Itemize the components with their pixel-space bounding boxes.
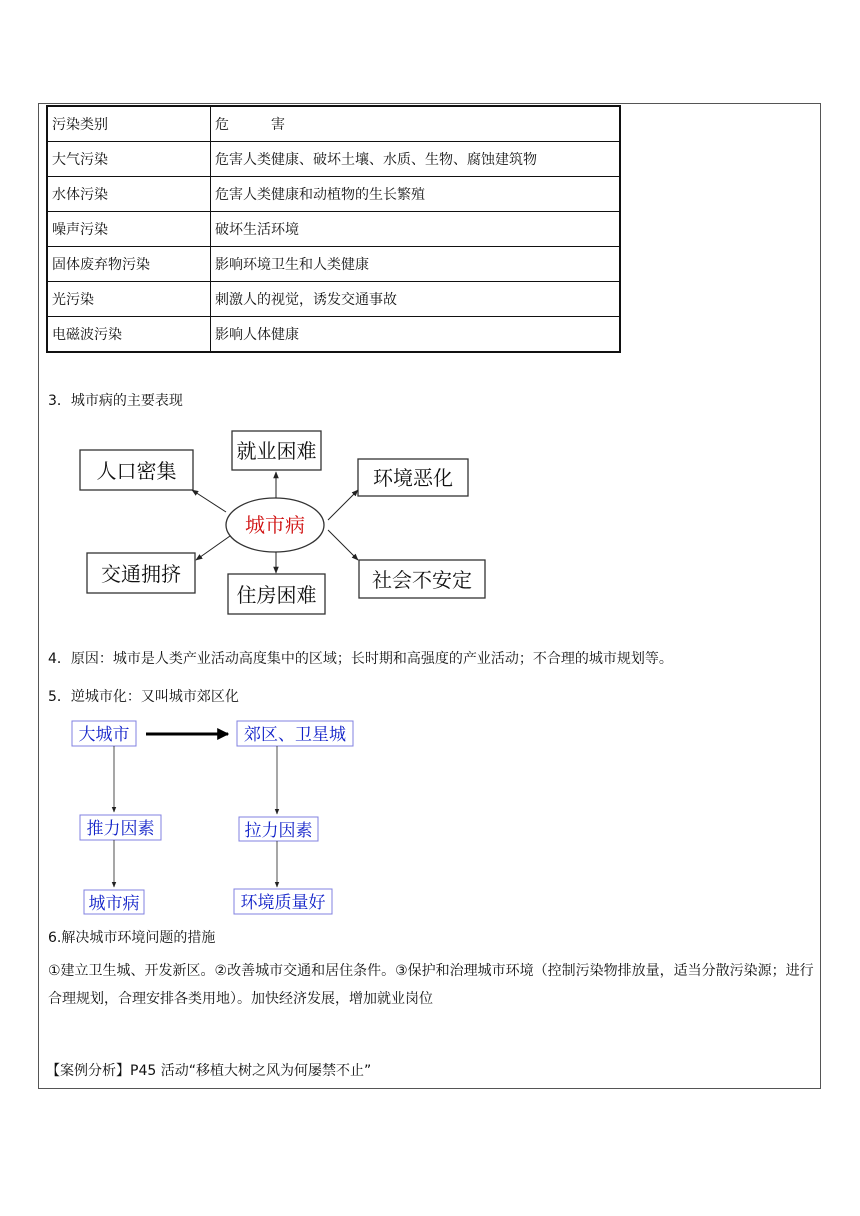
section-6-title: 6.解决城市环境问题的措施 [48,930,216,946]
case-analysis: 【案例分析】P45 活动“移植大树之风为何屡禁不止” [46,1063,372,1079]
table-cell: 破坏生活环境 [211,212,621,247]
employment-label: 就业困难 [236,439,317,463]
table-cell: 危 害 [211,106,621,142]
arrow-to-traffic [196,536,230,560]
society-label: 社会不安定 [372,568,472,592]
table-cell: 大气污染 [47,142,211,177]
environment-label: 环境恶化 [373,466,453,490]
table-cell: 影响人体健康 [211,317,621,353]
push-label: 推力因素 [86,819,155,839]
table-cell: 光污染 [47,282,211,317]
table-cell: 污染类别 [47,106,211,142]
city-disease-center-label: 城市病 [245,513,305,537]
table-cell: 电磁波污染 [47,317,211,353]
section-6-text: ①建立卫生城、开发新区。②改善城市交通和居住条件。③保护和治理城市环境（控制污染物排放量，适当分散污染源；进行合理规划，合理安排各类用地）。加快经济发展，增加就业岗位 [48,963,814,1007]
table-cell: 固体废弃物污染 [47,247,211,282]
traffic-label: 交通拥挤 [101,562,181,586]
table-cell: 噪声污染 [47,212,211,247]
table-cell: 影响环境卫生和人类健康 [211,247,621,282]
suburb-label: 郊区、卫星城 [244,725,346,745]
table-cell: 危害人类健康、破坏土壤、水质、生物、腐蚀建筑物 [211,142,621,177]
table-cell: 刺激人的视觉，诱发交通事故 [211,282,621,317]
section-5-title: 5．逆城市化：又叫城市郊区化 [48,689,239,705]
disease-label: 城市病 [88,894,140,914]
section-4-text: 4．原因：城市是人类产业活动高度集中的区域；长时期和高强度的产业活动；不合理的城市规划等。 [48,651,673,667]
arrow-to-environment [328,490,358,520]
arrow-to-population [192,490,226,512]
section-3-title: 3．城市病的主要表现 [48,393,183,409]
arrow-to-society [328,530,358,560]
quality-label: 环境质量好 [240,893,326,913]
table-cell: 水体污染 [47,177,211,212]
pull-label: 拉力因素 [244,821,313,841]
population-label: 人口密集 [96,459,177,483]
table-cell: 危害人类健康和动植物的生长繁殖 [211,177,621,212]
housing-label: 住房困难 [236,583,317,607]
big-city-label: 大城市 [78,725,130,745]
